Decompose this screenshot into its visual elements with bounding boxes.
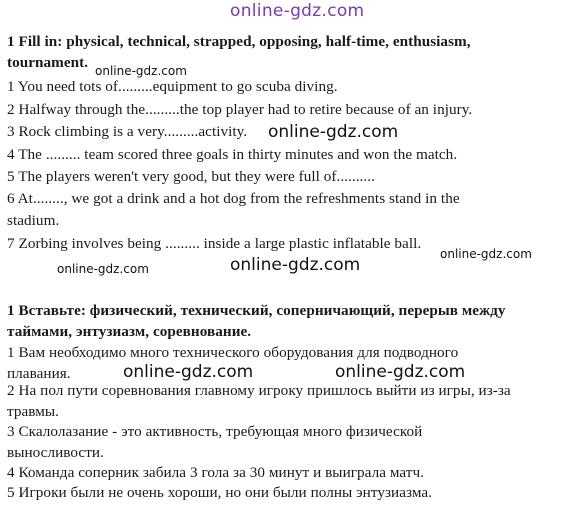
watermark: online-gdz.com [95,64,187,78]
watermark: online-gdz.com [230,255,361,275]
watermark: online-gdz.com [335,362,466,382]
exercise-item-ru: 4 Команда соперник забила 3 гола за 30 минут и выиграла матч. [7,464,425,481]
exercise-item-en: stadium. [7,212,60,229]
watermark-top: online-gdz.com [230,1,365,21]
exercise-item-en: 3 Rock climbing is a very.........activity. [7,123,248,140]
exercise-item-ru: 1 Вам необходимо много технического оборудования для подводного [7,344,459,361]
exercise-item-ru: плавания. [7,365,71,382]
exercise-item-en: 4 The ......... team scored three goals in thirty minutes and won the match. [7,146,458,163]
watermark: online-gdz.com [440,247,532,261]
exercise-item-ru: 3 Скалолазание - это активность, требующая много физической [7,423,423,440]
exercise-item-ru: 2 На пол пути соревнования главному игроку пришлось выйти из игры, из-за [7,382,511,399]
exercise-heading-ru: 1 Вставьте: физический, технический, соперничающий, перерыв между [7,302,506,319]
exercise-item-ru: травмы. [7,403,60,420]
exercise-heading-ru-cont: таймами, энтузиазм, соревнование. [7,323,252,340]
exercise-item-en: 7 Zorbing involves being ......... inside a large plastic inflatable ball. [7,235,422,252]
exercise-heading-en-cont: tournament. [7,54,89,71]
exercise-item-ru: выносливости. [7,444,104,461]
exercise-item-en: 1 You need tots of.........equipment to go scuba diving. [7,78,338,95]
exercise-item-en: 5 The players weren't very good, but they were full of.......... [7,168,375,185]
exercise-item-ru: 5 Игроки были не очень хороши, но они были полны энтузиазма. [7,484,433,501]
exercise-heading-en: 1 Fill in: physical, technical, strapped, opposing, half-time, enthusiasm, [7,33,471,50]
exercise-item-en: 2 Halfway through the.........the top player had to retire because of an injury. [7,101,473,118]
exercise-item-en: 6 At........, we got a drink and a hot dog from the refreshments stand in the [7,190,460,207]
watermark: online-gdz.com [57,262,149,276]
watermark: online-gdz.com [268,122,399,142]
watermark: online-gdz.com [123,362,254,382]
